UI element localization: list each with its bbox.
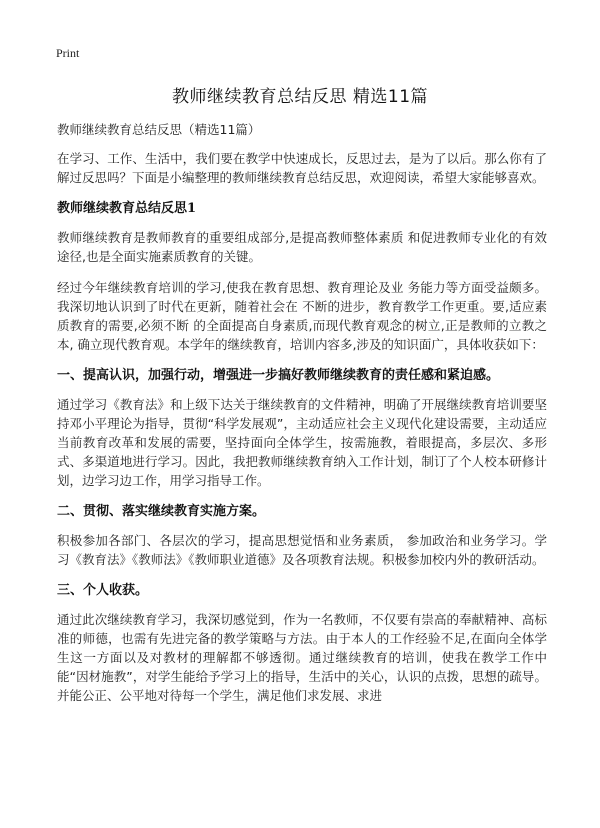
- paragraph-5: 通过此次继续教育学习，我深切感觉到，作为一名教师，不仅要有崇高的奉献精神、高标准的师德，也需有先进完备的教学策略与方法。由于本人的工作经验不足,在面向全体学生这一方面以及对教材的理解都不够透彻。通过继续教育的培训，使我在教学工作中能“因材施教”，对学生能给予学习上的指导，生活中的关心，认识的点拨，思想的疏导。并能公正、公平地对待每一个学生，满足他们求发展、求进: [57, 612, 547, 703]
- intro-paragraph: 在学习、工作、生活中，我们要在教学中快速成长，反思过去，是为了以后。那么你有了解过反思吗？下面是小编整理的教师继续教育总结反思，欢迎阅读，希望大家能够喜欢。: [57, 151, 547, 185]
- paragraph-1: 教师继续教育是教师教育的重要组成部分,是提高教师整体素质 和促进教师专业化的有效途径,也是全面实施素质教育的关键。: [57, 230, 547, 264]
- heading-1: 一、提高认识，加强行动，增强进一步搞好教师继续教育的责任感和紧迫感。: [57, 368, 500, 383]
- article-subtitle: 教师继续教育总结反思（精选11篇）: [57, 122, 261, 137]
- heading-3: 三、个人收获。: [57, 583, 149, 598]
- section-title: 教师继续教育总结反思1: [57, 201, 197, 216]
- print-link[interactable]: Print: [56, 46, 80, 60]
- paragraph-3: 通过学习《教育法》和上级下达关于继续教育的文件精神，明确了开展继续教育培训要坚持邓小平理论为指导，贯彻“科学发展观”，主动适应社会主义现代化建设需要，主动适应当前教育改革和发展的需要，坚持面向全体学生，按需施教，着眼提高，多层次、多形式、多渠道地进行学习。因此，我把教师继续教育纳入工作计划，制订了个人校本研修计划，边学习边工作，用学习指导工作。: [57, 397, 547, 488]
- heading-2: 二、贯彻、落实继续教育实施方案。: [57, 504, 266, 519]
- page-title: 教师继续教育总结反思 精选11篇: [171, 87, 429, 107]
- article-body: [57, 120, 547, 717]
- paragraph-2: 经过今年继续教育培训的学习,使我在教育思想、教育理论及业 务能力等方面受益颇多。我深切地认识到了时代在更新，随着社会在 不断的进步，教育教学工作更重。要,适应素质教育的需要,必须不断 的全面提高自身素质,而现代教育观念的树立,正是教师的立教之本, 确立现代教育观。本学年的继续教育，培训内容多,涉及的知识面广，具体收获如下：: [57, 280, 547, 352]
- paragraph-4: 积极参加各部门、各层次的学习，提高思想觉悟和业务素质， 参加政治和业务学习。学习《教育法》《教师法》《教师职业道德》及各项教育法规。积极参加校内外的教研活动。: [57, 533, 547, 567]
